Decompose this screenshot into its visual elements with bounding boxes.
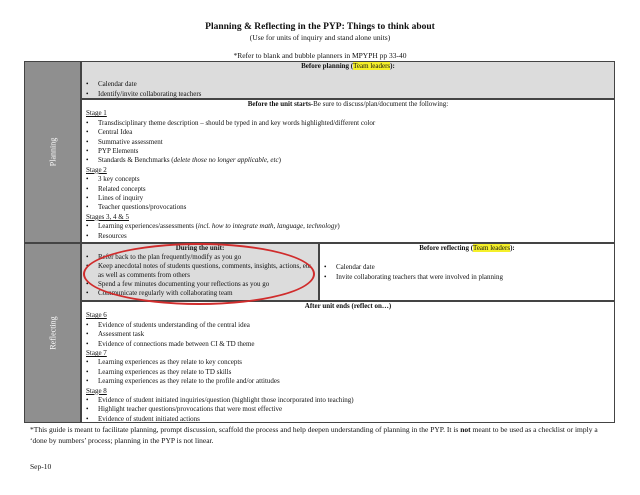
reference-note: *Refer to blank and bubble planners in MPYPH pp 33-40 bbox=[233, 51, 407, 60]
before-planning-section bbox=[81, 61, 615, 99]
list-item: • Lines of inquiry bbox=[82, 194, 614, 203]
list-item: • Standards & Benchmarks (delete those no longer applicable, etc) bbox=[82, 156, 614, 165]
planning-side-label: Planning bbox=[24, 61, 81, 243]
list-item: • Keep anecdotal notes of students questions, comments, insights, actions, etc as well as comments from others bbox=[82, 262, 318, 280]
stage-label: Stage 1 bbox=[86, 109, 107, 118]
after-unit-header: After unit ends (reflect on…) bbox=[304, 302, 392, 310]
list-item: • Refer back to the plan frequently/modify as you go bbox=[82, 253, 318, 262]
list-item: • Calendar date bbox=[320, 263, 614, 272]
after-unit-section bbox=[81, 301, 615, 423]
list-item: • Related concepts bbox=[82, 185, 614, 194]
list-item: • Evidence of connections made between CI & TD theme bbox=[82, 340, 614, 349]
date-label: Sep-10 bbox=[30, 462, 52, 471]
before-unit-section bbox=[81, 99, 615, 243]
list-item: • Highlight teacher questions/provocations that were most effective bbox=[82, 405, 614, 414]
stage-label: Stage 6 bbox=[86, 311, 107, 320]
list-item: • Assessment task bbox=[82, 330, 614, 339]
list-item: • Evidence of student initiated inquiries/question (highlight those incorporated into teaching) bbox=[82, 396, 614, 405]
list-item: • Resources bbox=[82, 232, 614, 241]
stage-label: Stage 8 bbox=[86, 386, 107, 395]
footnote: *This guide is meant to facilitate planning, prompt discussion, scaffold the process and help deepen understanding of planning in the PYP. It is not meant to be used as a checklist or imply a ‘done by numbers’ process; planning in the PYP is not linear. bbox=[30, 425, 598, 445]
list-item: • 3 key concepts bbox=[82, 175, 614, 184]
list-item: • Learning experiences as they relate to the profile and/or attitudes bbox=[82, 377, 614, 386]
list-item: • PYP Elements bbox=[82, 147, 614, 156]
list-item: • Spend a few minutes documenting your reflections as you go bbox=[82, 280, 318, 289]
reflecting-side-label: Reflecting bbox=[24, 243, 81, 423]
list-item: • Evidence of student initiated actions bbox=[82, 415, 614, 424]
list-item: • Identify/invite collaborating teachers bbox=[82, 90, 614, 99]
list-item: • Teacher questions/provocations bbox=[82, 203, 614, 212]
before-planning-header: Before planning (Team leaders): bbox=[301, 62, 395, 70]
during-unit-section bbox=[81, 243, 319, 301]
page-subtitle: (Use for units of inquiry and stand alone units) bbox=[249, 33, 391, 42]
during-unit-header: During the unit: bbox=[175, 244, 225, 252]
stage-label: Stages 3, 4 & 5 bbox=[86, 212, 129, 221]
before-reflecting-section bbox=[319, 243, 615, 301]
list-item: • Communicate regularly with collaborating team bbox=[82, 289, 318, 298]
list-item: • Summative assessment bbox=[82, 138, 614, 147]
list-item: • Learning experiences as they relate to TD skills bbox=[82, 368, 614, 377]
stage-label: Stage 2 bbox=[86, 165, 107, 174]
stage-label: Stage 7 bbox=[86, 349, 107, 358]
list-item: • Transdisciplinary theme description – should be typed in and key words highlighted/different color bbox=[82, 119, 614, 128]
list-item: • Learning experiences/assessments (incl. how to integrate math, language, technology) bbox=[82, 222, 614, 231]
list-item: • Evidence of students understanding of the central idea bbox=[82, 321, 614, 330]
before-reflecting-header: Before reflecting (Team leaders): bbox=[419, 244, 515, 252]
before-unit-header: Before the unit starts-Be sure to discuss/plan/document the following: bbox=[247, 100, 449, 108]
list-item: • Calendar date bbox=[82, 80, 614, 89]
page-title: Planning & Reflecting in the PYP: Things to think about bbox=[205, 22, 435, 32]
list-item: • Central Idea bbox=[82, 128, 614, 137]
list-item: • Learning experiences as they relate to key concepts bbox=[82, 358, 614, 367]
list-item: • Invite collaborating teachers that were involved in planning bbox=[320, 273, 614, 282]
